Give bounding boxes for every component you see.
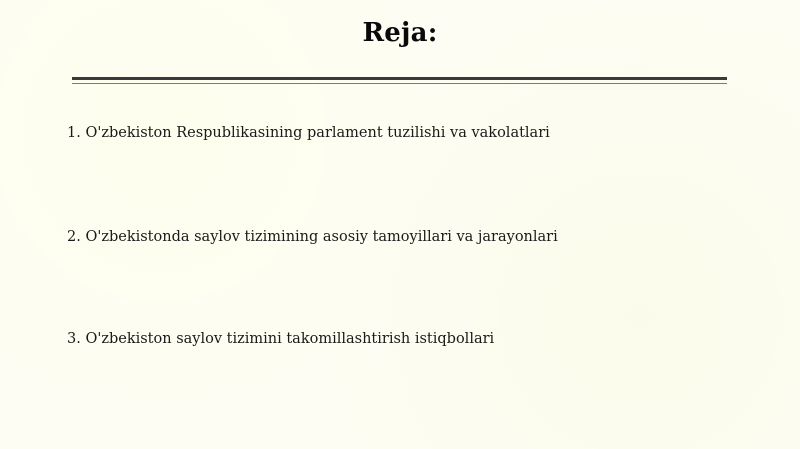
title-divider-thin xyxy=(72,83,727,84)
slide-title: Reja: xyxy=(362,18,438,48)
plan-item: 2. O'zbekistonda saylov tizimining asosiy tamoyillari va jarayonlari xyxy=(67,229,558,245)
plan-item: 1. O'zbekiston Respublikasining parlament tuzilishi va vakolatlari xyxy=(67,125,550,141)
title-divider-thick xyxy=(72,77,727,80)
plan-item: 3. O'zbekiston saylov tizimini takomillashtirish istiqbollari xyxy=(67,331,495,347)
